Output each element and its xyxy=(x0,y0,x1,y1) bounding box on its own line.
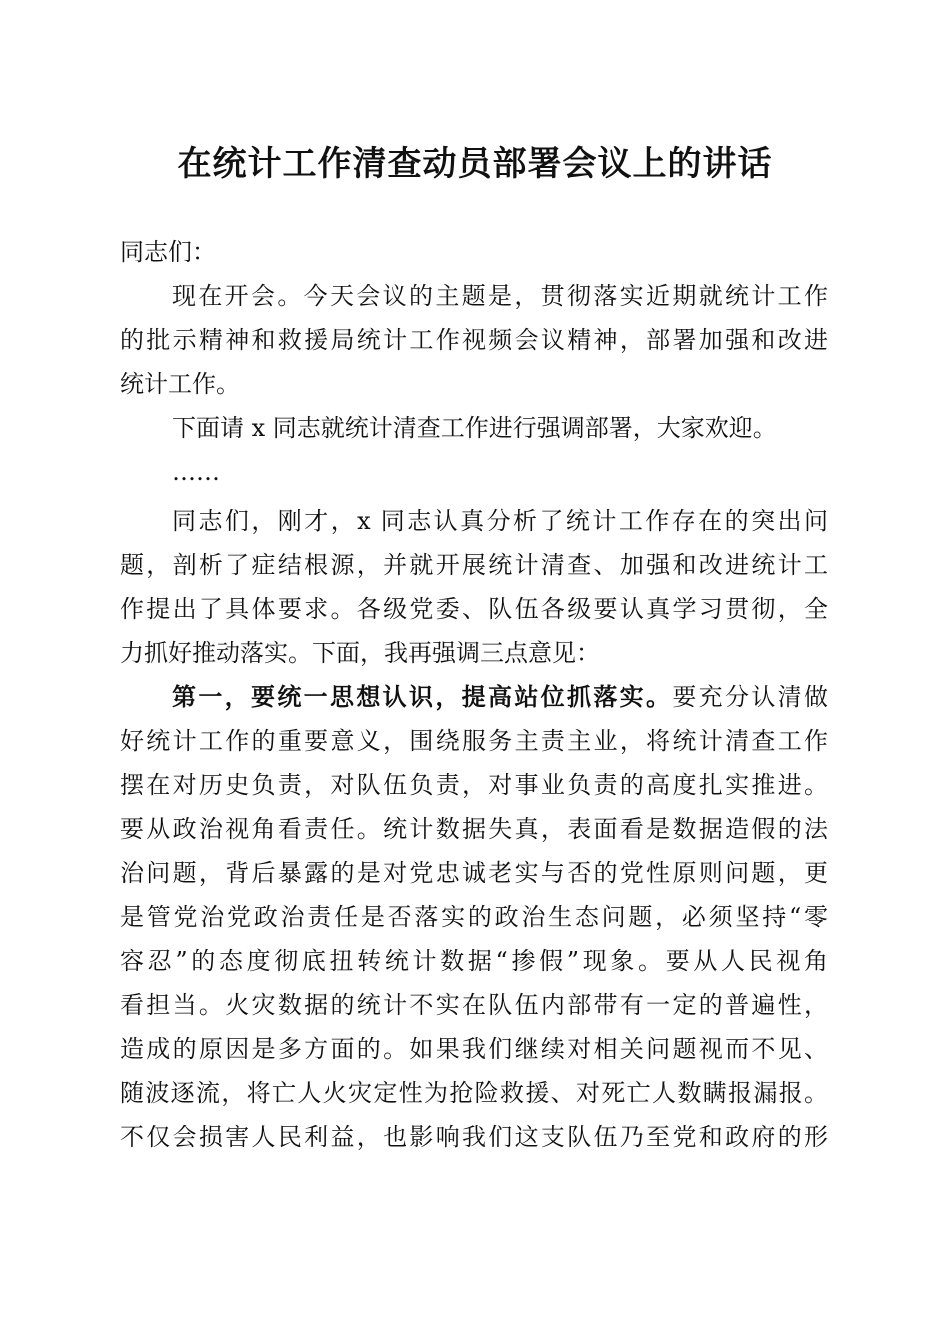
paragraph-invite: 下面请 x 同志就统计清查工作进行强调部署，大家欢迎。 xyxy=(172,414,777,442)
text-line: 同志们，刚才，x 同志认真分析了统计工作存在的突出问 xyxy=(172,507,828,535)
text-line: 治问题，背后暴露的是对党忠诚老实与否的党性原则问题，更 xyxy=(120,859,828,887)
text-line: 统计工作。 xyxy=(120,370,240,398)
paragraph-summary xyxy=(120,499,828,675)
document-body xyxy=(120,230,828,1159)
text-line: 随波逐流，将亡人火灾定性为抢险救援、对死亡人数瞒报漏报。 xyxy=(120,1079,828,1107)
text-line: 看担当。火灾数据的统计不实在队伍内部带有一定的普遍性， xyxy=(120,991,828,1019)
text-line: 不仅会损害人民利益，也影响我们这支队伍乃至党和政府的形 xyxy=(120,1123,828,1151)
salutation: 同志们： xyxy=(120,238,216,266)
ellipsis: …… xyxy=(172,458,220,486)
text-line: 摆在对历史负责，对队伍负责，对事业负责的高度扎实推进。 xyxy=(120,771,828,799)
text-line: 要从政治视角看责任。统计数据失真，表面看是数据造假的法 xyxy=(120,815,828,843)
text-line xyxy=(120,675,828,719)
text-line: 现在开会。今天会议的主题是，贯彻落实近期就统计工作 xyxy=(172,282,828,310)
text-line: 的批示精神和救援局统计工作视频会议精神，部署加强和改进 xyxy=(120,326,828,354)
text-line: 作提出了具体要求。各级党委、队伍各级要认真学习贯彻，全 xyxy=(120,595,828,623)
text-span: 要充分认清做 xyxy=(672,683,828,711)
text-line: 造成的原因是多方面的。如果我们继续对相关问题视而不见、 xyxy=(120,1035,828,1063)
paragraph-point-one xyxy=(120,675,828,1159)
paragraph-opening xyxy=(120,274,828,406)
text-line: 是管党治党政治责任是否落实的政治生态问题，必须坚持“零 xyxy=(120,903,828,931)
text-line: 题，剖析了症结根源，并就开展统计清查、加强和改进统计工 xyxy=(120,551,828,579)
text-line: 力抓好推动落实。下面，我再强调三点意见： xyxy=(120,639,600,667)
text-line: 好统计工作的重要意义，围绕服务主责主业，将统计清查工作 xyxy=(120,727,828,755)
text-line: 容忍”的态度彻底扭转统计数据“掺假”现象。要从人民视角 xyxy=(120,947,828,975)
point-heading: 第一，要统一思想认识，提高站位抓落实。 xyxy=(172,682,673,711)
document-title: 在统计工作清查动员部署会议上的讲话 xyxy=(177,144,773,184)
